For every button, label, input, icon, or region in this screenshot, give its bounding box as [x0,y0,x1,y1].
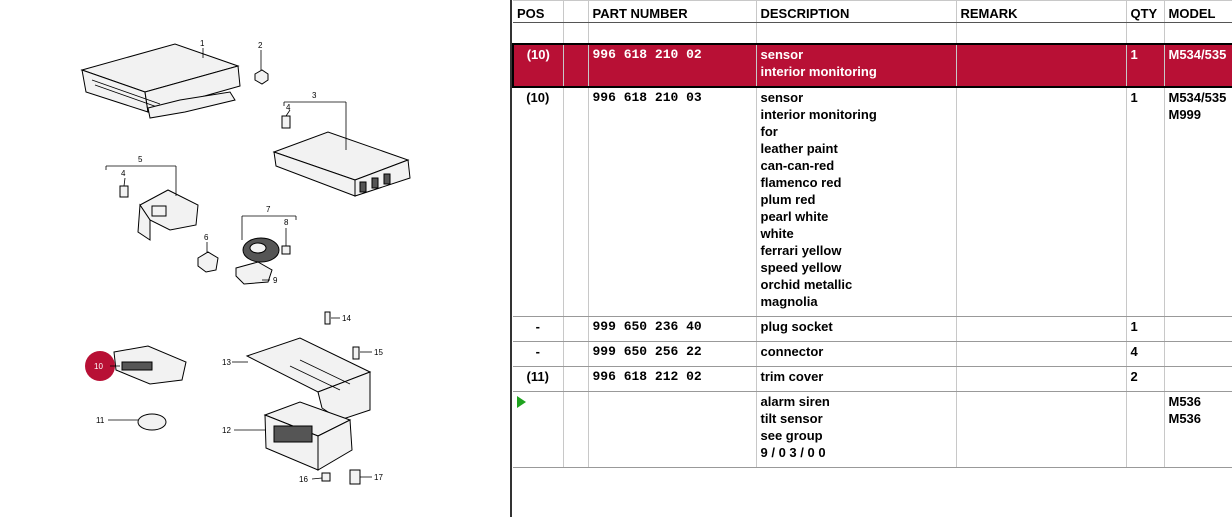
cell-blank [563,44,588,87]
cell-part-number: 999 650 236 40 [588,317,756,342]
callout-15[interactable]: 15 [374,348,383,357]
model-line: M536 [1168,394,1202,409]
table-row[interactable] [513,342,1232,367]
description-line: interior monitoring [760,64,877,79]
part-1-control-unit[interactable] [82,44,240,118]
part-14-screw[interactable] [325,312,330,324]
description-line: can-can-red [760,158,835,173]
cell-qty: 2 [1126,367,1164,392]
cell-remark [956,367,1126,392]
col-header-remark[interactable]: REMARK [956,1,1126,23]
model-line: M536 [1168,411,1202,426]
description-line: interior monitoring [760,107,877,122]
cell-part-number: 996 618 212 02 [588,367,756,392]
col-header-model[interactable]: MODEL [1164,1,1232,23]
table-row[interactable] [513,317,1232,342]
callout-16[interactable]: 16 [299,475,308,484]
callout-14[interactable]: 14 [342,314,351,323]
cell-description [756,367,956,392]
callout-9[interactable]: 9 [273,276,278,285]
table-row[interactable] [513,367,1232,392]
description-line: plum red [760,192,816,207]
description-line: magnolia [760,294,818,309]
part-9-housing[interactable] [236,262,272,284]
description-line: tilt sensor [760,411,823,426]
cell-model [1164,44,1232,87]
cell-part-number: 996 618 210 03 [588,87,756,317]
table-row-selected[interactable] [513,44,1232,87]
cell-remark [956,317,1126,342]
callout-4b[interactable]: 4 [121,169,126,178]
green-arrow-icon[interactable] [517,396,526,408]
cell-description [756,87,956,317]
cell-qty: 1 [1126,87,1164,317]
table-row[interactable] [513,392,1232,468]
model-line: M999 [1168,107,1202,122]
model-line: M534/535 [1168,47,1227,62]
description-line: flamenco red [760,175,842,190]
part-4-clip-upper[interactable] [282,116,290,128]
parts-list-panel [510,0,1232,517]
callout-1[interactable]: 1 [200,39,205,48]
callout-8[interactable]: 8 [284,218,289,227]
part-2-nut[interactable] [255,70,268,84]
part-7-remote-key[interactable] [243,238,279,262]
description-line: speed yellow [760,260,842,275]
cell-model [1164,367,1232,392]
cell-qty: 1 [1126,317,1164,342]
description-line: white [760,226,794,241]
cell-pos: - [513,342,563,367]
callout-11[interactable]: 11 [96,416,105,425]
cell-pos: (11) [513,367,563,392]
part-11-trim-cover[interactable] [138,414,166,430]
callout-3[interactable]: 3 [312,91,317,100]
callout-2[interactable]: 2 [258,41,263,50]
callout-6[interactable]: 6 [204,233,209,242]
part-17-screw[interactable] [350,470,360,484]
cell-pos [513,392,563,468]
col-header-pos[interactable]: POS [513,1,563,23]
cell-blank [563,367,588,392]
cell-blank [563,87,588,317]
cell-blank [563,342,588,367]
cell-blank [563,317,588,342]
part-4-clip-lower[interactable] [120,186,128,197]
description-line: sensor [760,90,804,105]
spacer-row [513,23,1232,45]
callout-13[interactable]: 13 [222,358,231,367]
cell-model [1164,317,1232,342]
description-line: pearl white [760,209,829,224]
cell-qty [1126,392,1164,468]
cell-remark [956,392,1126,468]
callout-7[interactable]: 7 [266,205,271,214]
description-line: for [760,124,778,139]
cell-model [1164,342,1232,367]
parts-diagram [0,0,510,517]
cell-model [1164,87,1232,317]
callout-10[interactable]: 10 [94,362,103,371]
part-5-bracket[interactable] [138,190,198,240]
description-line: alarm siren [760,394,830,409]
part-10-sensor[interactable] [114,346,186,384]
description-line: 9 / 0 3 / 0 0 [760,445,826,460]
cell-qty: 1 [1126,44,1164,87]
cell-description [756,44,956,87]
description-line: sensor [760,47,804,62]
description-line: connector [760,344,824,359]
col-header-qty[interactable]: QTY [1126,1,1164,23]
callout-12[interactable]: 12 [222,426,231,435]
part-6-clip[interactable] [198,252,218,272]
cell-part-number: 999 650 256 22 [588,342,756,367]
cell-remark [956,44,1126,87]
callout-17[interactable]: 17 [374,473,383,482]
description-line: trim cover [760,369,824,384]
cell-part-number [588,392,756,468]
cell-remark [956,87,1126,317]
col-header-description[interactable]: DESCRIPTION [756,1,956,23]
cell-blank [563,392,588,468]
col-header-blank [563,1,588,23]
cell-pos: - [513,317,563,342]
cell-remark [956,342,1126,367]
description-line: ferrari yellow [760,243,842,258]
table-header-row [513,1,1232,23]
description-line: plug socket [760,319,833,334]
cell-pos: (10) [513,44,563,87]
table-row[interactable] [513,87,1232,317]
description-line: see group [760,428,823,443]
parts-table [512,0,1232,468]
cell-part-number: 996 618 210 02 [588,44,756,87]
col-header-part-number[interactable]: PART NUMBER [588,1,756,23]
cell-model [1164,392,1232,468]
cell-pos: (10) [513,87,563,317]
cell-description [756,392,956,468]
callout-4[interactable]: 4 [286,103,291,112]
part-16-nut[interactable] [322,473,330,481]
part-15-screw[interactable] [353,347,359,359]
description-line: orchid metallic [760,277,853,292]
model-line: M534/535 [1168,90,1227,105]
part-8-battery[interactable] [282,246,290,254]
cell-description [756,317,956,342]
description-line: leather paint [760,141,838,156]
cell-qty: 4 [1126,342,1164,367]
cell-description [756,342,956,367]
callout-5[interactable]: 5 [138,155,143,164]
part-3-module[interactable] [274,132,410,196]
